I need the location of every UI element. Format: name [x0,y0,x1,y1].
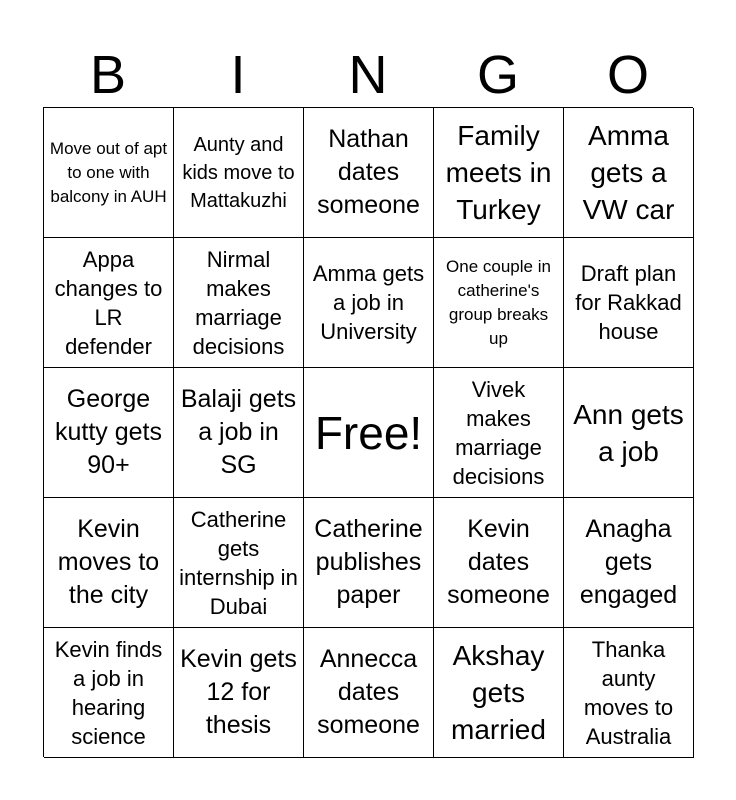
cell-text: Family meets in Turkey [445,120,552,225]
bingo-cell-r2c2[interactable] [174,238,304,368]
cell-text: George kutty gets 90+ [55,385,162,479]
bingo-cell-r3c2[interactable] [174,368,304,498]
cell-text: Anagha gets engaged [579,515,678,609]
bingo-cell-r3c5[interactable] [564,368,694,498]
cell-text: Amma gets a job in University [312,261,425,344]
cell-text: Ann gets a job [573,398,684,467]
bingo-cell-r5c5[interactable] [564,628,694,758]
cell-text: Akshay gets married [451,640,546,745]
cell-text: Kevin gets 12 for thesis [180,645,297,739]
bingo-cell-r4c5[interactable] [564,498,694,628]
cell-text: Annecca dates someone [317,645,420,739]
bingo-cell-r5c2[interactable] [174,628,304,758]
header-letter-i: I [230,45,246,105]
bingo-cell-r4c4[interactable] [434,498,564,628]
bingo-cell-r1c5[interactable] [564,108,694,238]
cell-text: Balaji gets a job in SG [180,385,297,479]
bingo-cell-r2c5[interactable] [564,238,694,368]
cell-text: Vivek makes marriage decisions [452,376,545,489]
bingo-cell-free[interactable] [304,368,434,498]
header-letter-g: G [476,45,519,105]
bingo-cell-r2c1[interactable] [44,238,174,368]
cell-text: Catherine publishes paper [314,515,423,609]
bingo-cell-r5c4[interactable] [434,628,564,758]
free-space-text: Free! [314,406,423,459]
bingo-cell-r5c1[interactable] [44,628,174,758]
bingo-cell-r1c2[interactable] [174,108,304,238]
bingo-cell-r4c3[interactable] [304,498,434,628]
cell-text: Catherine gets internship in Dubai [179,506,298,619]
bingo-cell-r3c1[interactable] [44,368,174,498]
bingo-cell-r5c3[interactable] [304,628,434,758]
cell-text: Aunty and kids move to Mattakuzhi [182,133,295,212]
header-letter-n: N [348,45,388,105]
bingo-cell-r1c3[interactable] [304,108,434,238]
bingo-cell-r2c3[interactable] [304,238,434,368]
cell-text: Appa changes to LR defender [54,246,163,359]
bingo-cell-r1c4[interactable] [434,108,564,238]
header-letter-b: B [89,45,127,105]
bingo-cell-r4c2[interactable] [174,498,304,628]
cell-text: Kevin finds a job in hearing science [54,636,163,749]
cell-text: Nathan dates someone [317,125,420,219]
bingo-cell-r4c1[interactable] [44,498,174,628]
bingo-header [43,42,693,108]
cell-text: Kevin moves to the city [57,515,160,609]
cell-text: Kevin dates someone [447,515,550,609]
bingo-cell-r3c4[interactable] [434,368,564,498]
cell-text: Amma gets a VW car [582,120,675,225]
cell-text: One couple in catherine's group breaks up [446,256,551,348]
bingo-card-grid [43,107,693,757]
cell-text: Move out of apt to one with balcony in AUH [49,138,168,206]
cell-text: Draft plan for Rakkad house [575,261,682,344]
cell-text: Nirmal makes marriage decisions [192,246,285,359]
header-letter-o: O [606,45,649,105]
bingo-cell-r2c4[interactable] [434,238,564,368]
cell-text: Thanka aunty moves to Australia [583,636,674,749]
bingo-cell-r1c1[interactable] [44,108,174,238]
